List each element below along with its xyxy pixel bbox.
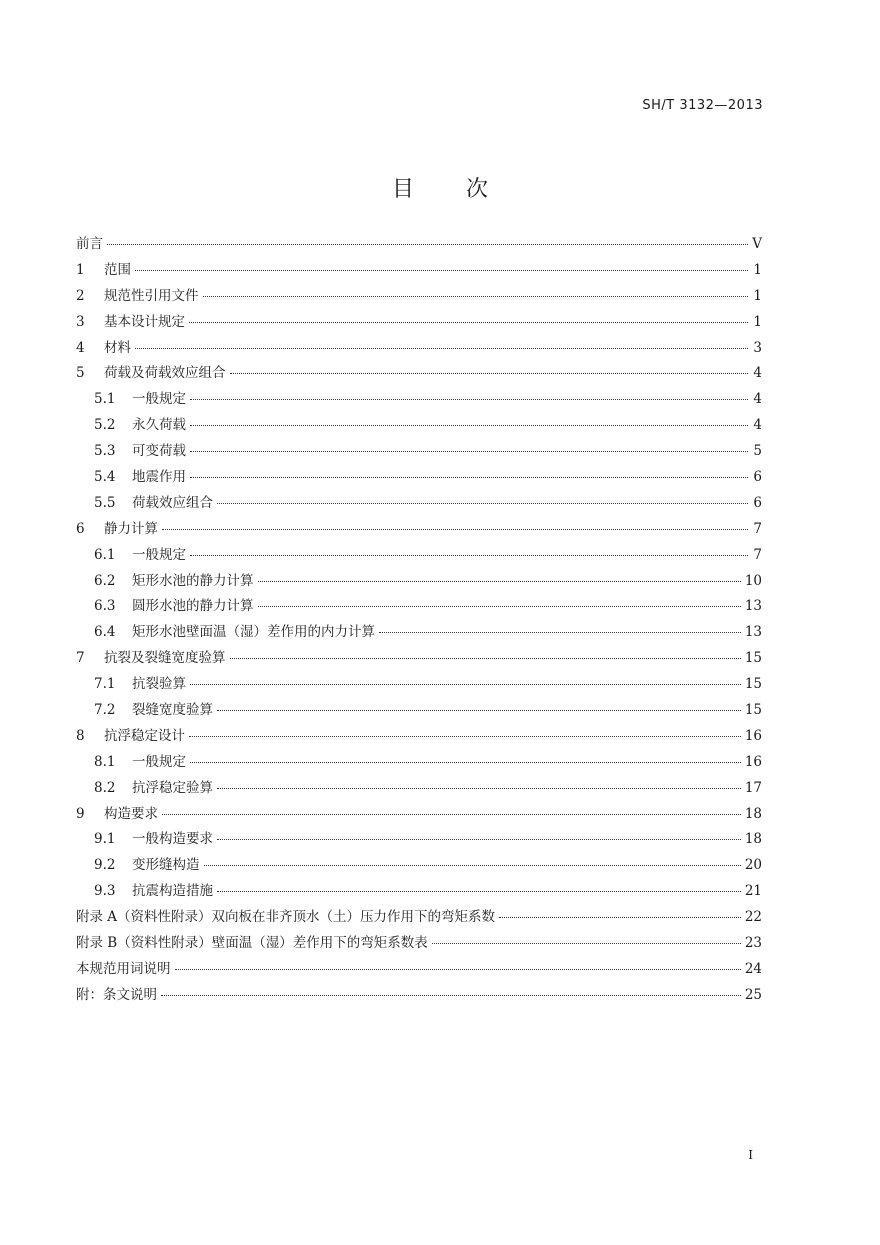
toc-entry-number: 6.3 — [94, 598, 116, 615]
toc-entry-label: 变形缝构造 — [132, 857, 200, 874]
toc-entry-number: 6.1 — [94, 546, 116, 563]
toc-dot-leader — [204, 865, 741, 866]
toc-entry-label: 地震作用 — [132, 469, 186, 486]
toc-entry[interactable] — [76, 724, 762, 750]
toc-entry-label: 荷载效应组合 — [132, 494, 213, 511]
document-code: SH/T 3132—2013 — [642, 98, 763, 113]
toc-entry-number: 9.1 — [94, 831, 116, 848]
toc-dot-leader — [258, 606, 741, 607]
toc-entry-number: 4 — [76, 339, 85, 356]
toc-entry-label: 抗浮稳定设计 — [104, 727, 185, 744]
toc-entry-number: 5.1 — [94, 391, 116, 408]
toc-entry[interactable] — [76, 439, 762, 465]
toc-entry-number: 7.1 — [94, 676, 116, 693]
toc-dot-leader — [230, 373, 749, 374]
toc-entry-page: 18 — [744, 831, 762, 848]
toc-entry[interactable] — [76, 491, 762, 517]
toc-entry-number: 2 — [76, 287, 85, 304]
toc-entry[interactable] — [76, 465, 762, 491]
toc-entry-page: 18 — [744, 805, 762, 822]
toc-dot-leader — [175, 969, 741, 970]
toc-entry[interactable] — [76, 232, 762, 258]
toc-entry-label: 一般规定 — [132, 753, 186, 770]
toc-dot-leader — [217, 839, 741, 840]
toc-dot-leader — [217, 710, 741, 711]
toc-entry-label: 基本设计规定 — [104, 313, 185, 330]
toc-entry-page: 13 — [744, 598, 762, 615]
toc-dot-leader — [161, 995, 741, 996]
page-number: I — [748, 1148, 753, 1162]
toc-entry-label: 附录 B（资料性附录）壁面温（湿）差作用下的弯矩系数表 — [76, 935, 428, 952]
toc-entry-page: 20 — [744, 857, 762, 874]
toc-entry-number: 8.1 — [94, 753, 116, 770]
toc-dot-leader — [217, 891, 741, 892]
toc-entry-page: 10 — [744, 572, 762, 589]
toc-entry-label: 规范性引用文件 — [104, 287, 199, 304]
toc-entry-label: 圆形水池的静力计算 — [132, 598, 254, 615]
toc-entry-page: 16 — [744, 753, 762, 770]
table-of-contents — [76, 232, 762, 1009]
toc-entry-page: V — [752, 236, 762, 252]
toc-entry-page: 4 — [753, 417, 762, 434]
toc-entry-page: 3 — [753, 339, 762, 356]
toc-entry[interactable] — [76, 672, 762, 698]
toc-entry-number: 5.2 — [94, 417, 116, 434]
toc-entry[interactable] — [76, 284, 762, 310]
toc-entry-page: 17 — [744, 779, 762, 796]
toc-dot-leader — [190, 399, 748, 400]
toc-entry-number: 9.3 — [94, 883, 116, 900]
toc-entry-label: 荷载及荷载效应组合 — [104, 365, 226, 382]
toc-entry-number: 3 — [76, 313, 85, 330]
toc-entry-page: 25 — [744, 986, 762, 1003]
toc-dot-leader — [190, 477, 748, 478]
toc-entry-page: 24 — [744, 960, 762, 977]
toc-dot-leader — [135, 348, 748, 349]
toc-dot-leader — [217, 503, 748, 504]
toc-entry[interactable] — [76, 853, 762, 879]
toc-entry[interactable] — [76, 931, 762, 957]
toc-entry-label: 范围 — [104, 261, 131, 278]
toc-entry[interactable] — [76, 387, 762, 413]
toc-entry-page: 15 — [744, 676, 762, 693]
toc-entry-label: 裂缝宽度验算 — [132, 702, 213, 719]
toc-entry-page: 6 — [753, 494, 762, 511]
toc-entry-page: 15 — [744, 650, 762, 667]
toc-entry-page: 6 — [753, 469, 762, 486]
toc-dot-leader — [190, 762, 741, 763]
toc-entry-label: 矩形水池的静力计算 — [132, 572, 254, 589]
toc-entry-number: 5.4 — [94, 469, 116, 486]
toc-dot-leader — [107, 244, 748, 245]
toc-entry[interactable] — [76, 905, 762, 931]
toc-dot-leader — [499, 917, 741, 918]
toc-entry-label: 构造要求 — [104, 805, 158, 822]
toc-entry[interactable] — [76, 517, 762, 543]
toc-entry[interactable] — [76, 620, 762, 646]
toc-entry[interactable] — [76, 258, 762, 284]
toc-dot-leader — [190, 451, 748, 452]
toc-entry[interactable] — [76, 879, 762, 905]
toc-entry-label: 前言 — [76, 236, 103, 252]
toc-entry-page: 1 — [753, 287, 762, 304]
toc-entry[interactable] — [76, 827, 762, 853]
toc-entry-label: 抗裂验算 — [132, 676, 186, 693]
toc-entry-label: 可变荷载 — [132, 443, 186, 460]
toc-entry-number: 6 — [76, 520, 85, 537]
toc-entry-page: 5 — [753, 443, 762, 460]
toc-dot-leader — [217, 788, 741, 789]
toc-entry-label: 静力计算 — [104, 520, 158, 537]
toc-entry[interactable] — [76, 802, 762, 828]
toc-entry[interactable] — [76, 569, 762, 595]
toc-entry[interactable] — [76, 957, 762, 983]
toc-entry-label: 抗浮稳定验算 — [132, 779, 213, 796]
toc-entry-number: 7 — [76, 650, 85, 667]
toc-entry-page: 7 — [753, 546, 762, 563]
toc-dot-leader — [190, 555, 748, 556]
toc-entry-number: 9 — [76, 805, 85, 822]
toc-entry-number: 9.2 — [94, 857, 116, 874]
toc-entry-number: 6.2 — [94, 572, 116, 589]
toc-entry-number: 5.3 — [94, 443, 116, 460]
toc-entry-page: 21 — [744, 883, 762, 900]
toc-entry[interactable] — [76, 983, 762, 1009]
toc-entry[interactable] — [76, 336, 762, 362]
toc-dot-leader — [189, 322, 748, 323]
toc-entry-label: 抗裂及裂缝宽度验算 — [104, 650, 226, 667]
toc-entry-number: 8.2 — [94, 779, 116, 796]
toc-dot-leader — [432, 943, 741, 944]
toc-entry[interactable] — [76, 646, 762, 672]
toc-entry-number: 7.2 — [94, 702, 116, 719]
toc-dot-leader — [162, 814, 741, 815]
toc-entry-page: 4 — [753, 365, 762, 382]
toc-entry-label: 附：条文说明 — [76, 986, 157, 1003]
toc-title: 目次 — [391, 177, 540, 202]
toc-entry[interactable] — [76, 543, 762, 569]
toc-entry-page: 1 — [753, 313, 762, 330]
toc-entry-page: 23 — [744, 935, 762, 952]
toc-dot-leader — [189, 736, 741, 737]
toc-entry-page: 1 — [753, 261, 762, 278]
toc-dot-leader — [162, 529, 748, 530]
toc-dot-leader — [203, 296, 749, 297]
toc-entry-page: 7 — [753, 520, 762, 537]
toc-entry-label: 材料 — [104, 339, 131, 356]
toc-entry-page: 4 — [753, 391, 762, 408]
toc-entry[interactable] — [76, 310, 762, 336]
toc-entry-number: 1 — [76, 261, 85, 278]
toc-entry-number: 6.4 — [94, 624, 116, 641]
toc-entry[interactable] — [76, 361, 762, 387]
toc-entry-number: 5 — [76, 365, 85, 382]
toc-entry-label: 附录 A（资料性附录）双向板在非齐顶水（土）压力作用下的弯矩系数 — [76, 909, 496, 926]
toc-entry[interactable] — [76, 594, 762, 620]
toc-dot-leader — [135, 270, 748, 271]
toc-dot-leader — [190, 425, 748, 426]
toc-dot-leader — [190, 684, 741, 685]
toc-entry[interactable] — [76, 776, 762, 802]
toc-entry-label: 永久荷载 — [132, 417, 186, 434]
toc-entry-label: 抗震构造措施 — [132, 883, 213, 900]
toc-dot-leader — [230, 658, 741, 659]
toc-entry-page: 15 — [744, 702, 762, 719]
toc-entry-number: 8 — [76, 727, 85, 744]
toc-dot-leader — [258, 581, 741, 582]
toc-entry-label: 一般规定 — [132, 391, 186, 408]
toc-entry-label: 一般规定 — [132, 546, 186, 563]
toc-entry-number: 5.5 — [94, 494, 116, 511]
toc-entry-label: 本规范用词说明 — [76, 960, 171, 977]
toc-entry-label: 一般构造要求 — [132, 831, 213, 848]
toc-dot-leader — [379, 632, 741, 633]
toc-entry-page: 22 — [744, 909, 762, 926]
toc-entry-page: 13 — [744, 624, 762, 641]
toc-entry[interactable] — [76, 698, 762, 724]
toc-entry-label: 矩形水池壁面温（湿）差作用的内力计算 — [132, 624, 375, 641]
toc-entry[interactable] — [76, 750, 762, 776]
toc-entry-page: 16 — [744, 727, 762, 744]
toc-entry[interactable] — [76, 413, 762, 439]
